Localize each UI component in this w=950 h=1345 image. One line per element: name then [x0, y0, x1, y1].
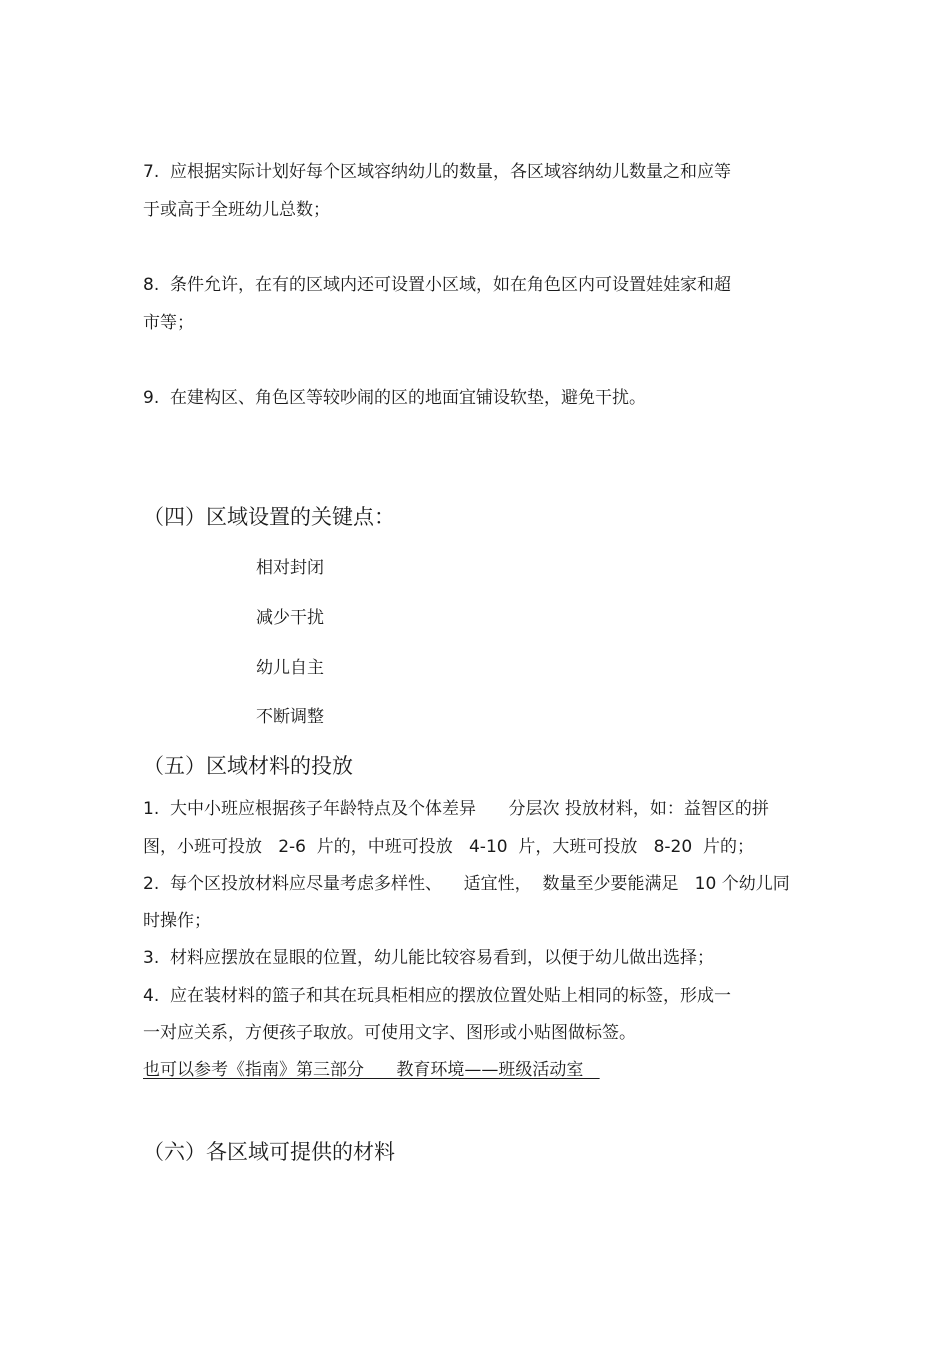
- material-item-3-line1: 3. 材料应摆放在显眼的位置，幼儿能比较容易看到，以便于幼儿做出选择；: [143, 948, 715, 968]
- material-item-1-line2: 图，小班可投放 2-6 片的，中班可投放 4-10 片，大班可投放 8-20 片的；: [143, 837, 754, 857]
- list-item-9-line1: 9. 在建构区、角色区等较吵闹的区的地面宜铺设软垫，避免干扰。: [143, 388, 647, 408]
- list-item-8-line2: 市等；: [143, 313, 194, 333]
- key-point-3: 幼儿自主: [256, 658, 324, 678]
- material-item-2-line1: 2. 每个区投放材料应尽量考虑多样性、 适宜性， 数量至少要能满足 10 个幼儿同: [143, 874, 790, 894]
- material-item-2-line2: 时操作；: [143, 911, 211, 931]
- material-item-1-line1: 1. 大中小班应根据孩子年龄特点及个体差异 分层次 投放材料，如：益智区的拼: [143, 799, 769, 819]
- key-point-4: 不断调整: [256, 707, 324, 727]
- list-item-7-line1: 7. 应根据实际计划好每个区域容纳幼儿的数量，各区域容纳幼儿数量之和应等: [143, 162, 732, 182]
- material-item-4-line1: 4. 应在装材料的篮子和其在玩具柜相应的摆放位置处贴上相同的标签，形成一: [143, 986, 732, 1006]
- key-point-2: 减少干扰: [256, 608, 324, 628]
- list-item-7-line2: 于或高于全班幼儿总数；: [143, 200, 330, 220]
- material-item-4-line2: 一对应关系，方便孩子取放。可使用文字、图形或小贴图做标签。: [143, 1023, 636, 1043]
- section-4-heading: （四）区域设置的关键点：: [143, 505, 395, 529]
- key-point-1: 相对封闭: [256, 558, 324, 578]
- section-5-heading: （五）区域材料的投放: [143, 754, 353, 778]
- section-6-heading: （六）各区域可提供的材料: [143, 1140, 395, 1164]
- reference-link[interactable]: 也可以参考《指南》第三部分 教育环境——班级活动室: [143, 1060, 600, 1080]
- list-item-8-line1: 8. 条件允许，在有的区域内还可设置小区域，如在角色区内可设置娃娃家和超: [143, 275, 732, 295]
